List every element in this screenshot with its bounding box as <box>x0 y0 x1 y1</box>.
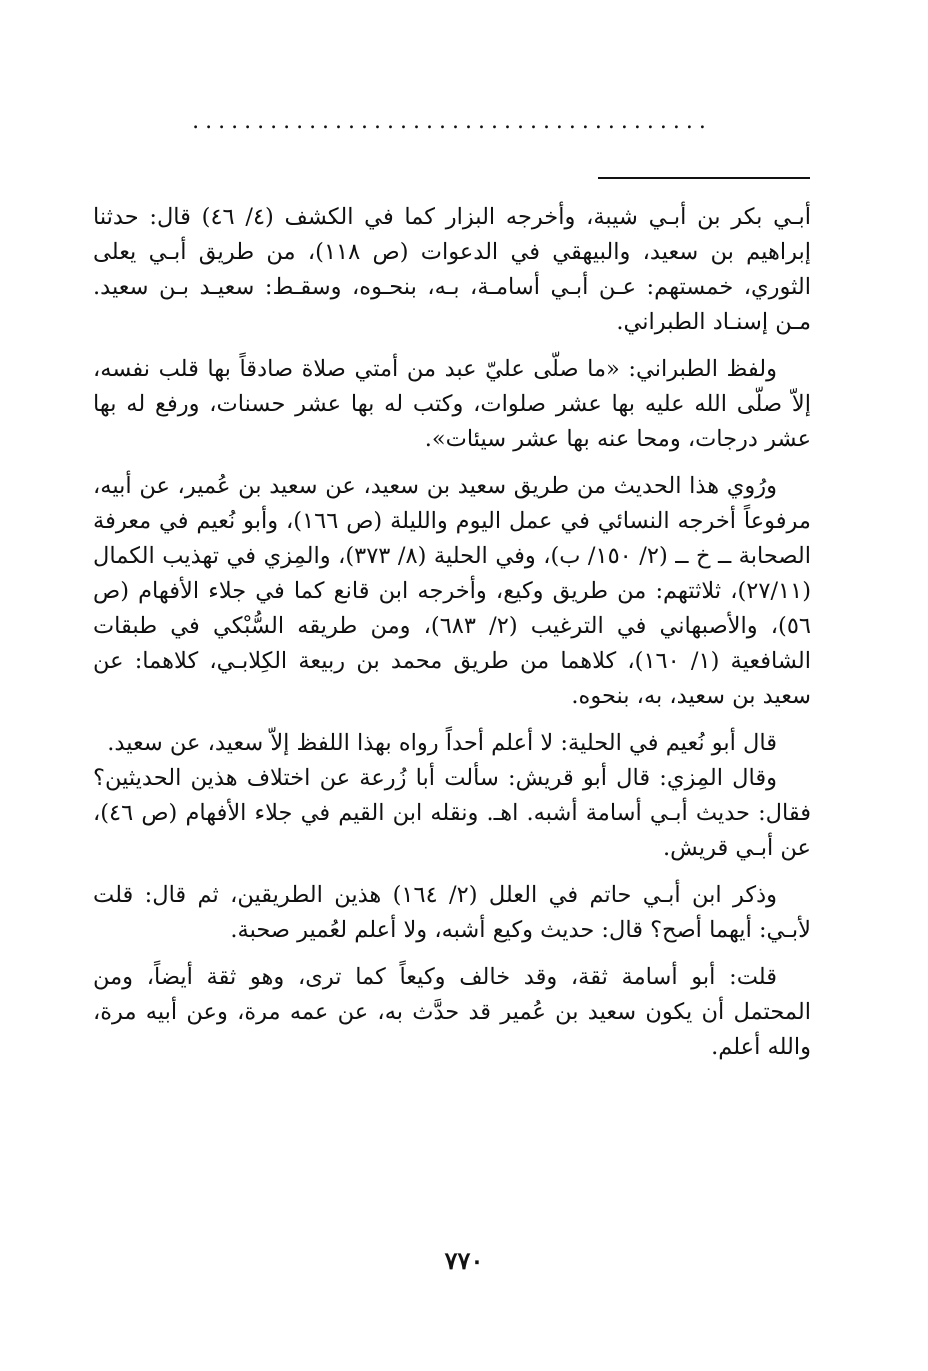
footnote-body <box>93 200 811 1077</box>
paragraph-4: قال أبو نُعيم في الحلية: لا أعلم أحداً رواه بهذا اللفظ إلاّ سعيد، عن سعيد. <box>107 730 777 756</box>
paragraph-2: ولفظ الطبراني: «ما صلّى عليّ عبد من أمتي صلاة صادقاً بها قلب نفسه، إلاّ صلّى الله عليه بها عشر صلوات، وكتب له بها عشر حسنات، ورفع له بها عشر درجات، ومحا عنه بها عشر سيئات». <box>93 356 811 452</box>
paragraph-1: أبـي بكر بن أبـي شيبة، وأخرجه البزار كما في الكشف (٤/ ٤٦) قال: حدثنا إبراهيم بن سعيد، والبيهقي في الدعوات (ص ١١٨)، من طريق أبـي يعلى الثوري، خمستهم: عـن أبـي أسامـة، بـه، بنحـوه، وسقـط: سعيـد بـن سعيد. مـن إسنـاد الطبراني. <box>93 204 812 335</box>
page-number: ٧٧٠ <box>444 1246 484 1275</box>
paragraph-6: وذكر ابن أبـي حاتم في العلل (٢/ ١٦٤) هذين الطريقين، ثم قال: قلت لأبـي: أيهما أصح؟ قال: حديث وكيع أشبه، ولا أعلم لعُمير صحبة. <box>93 882 811 943</box>
paragraph-3: ورُوي هذا الحديث من طريق سعيد بن سعيد، عن سعيد بن عُمير، عن أبيه، مرفوعاً أخرجه النسائي في عمل اليوم والليلة (ص ١٦٦)، وأبو نُعيم في معرفة الصحابة ــ خ ــ (٢/ ١٥٠/ ب)، وفي الحلية (٨/ ٣٧٣)، والمِزي في تهذيب الكمال (٢٧/١١)، ثلاثتهم: من طريق وكيع، وأخرجه ابن قانع كما في جلاء الأفهام (ص ٥٦)، والأصبهاني في الترغيب (٢/ ٦٨٣)، ومن طريقه السُّبْكي في طبقات الشافعية (١/ ١٦٠)، كلاهما من طريق محمد بن ربيعة الكِلابـي، كلاهما: عن سعيد بن سعيد، به، بنحوه. <box>93 473 812 709</box>
paragraph-7: قلت: أبو أسامة ثقة، وقد خالف وكيعاً كما ترى، وهو ثقة أيضاً، ومن المحتمل أن يكون سعيد بن عُمير قد حدَّث به، عن عمه مرة، وعن أبيه مرة، والله أعلم. <box>93 964 811 1060</box>
paragraph-5: وقال المِزي: قال أبو قريش: سألت أبا زُرعة عن اختلاف هذين الحديثين؟ فقال: حديث أبـي أسامة أشبه. اهـ. ونقله ابن القيم في جلاء الأفهام (ص ٤٦)، عن أبـي قريش. <box>93 765 811 861</box>
separator-dots: ........................................ <box>192 112 712 132</box>
footnote-rule <box>598 177 810 179</box>
